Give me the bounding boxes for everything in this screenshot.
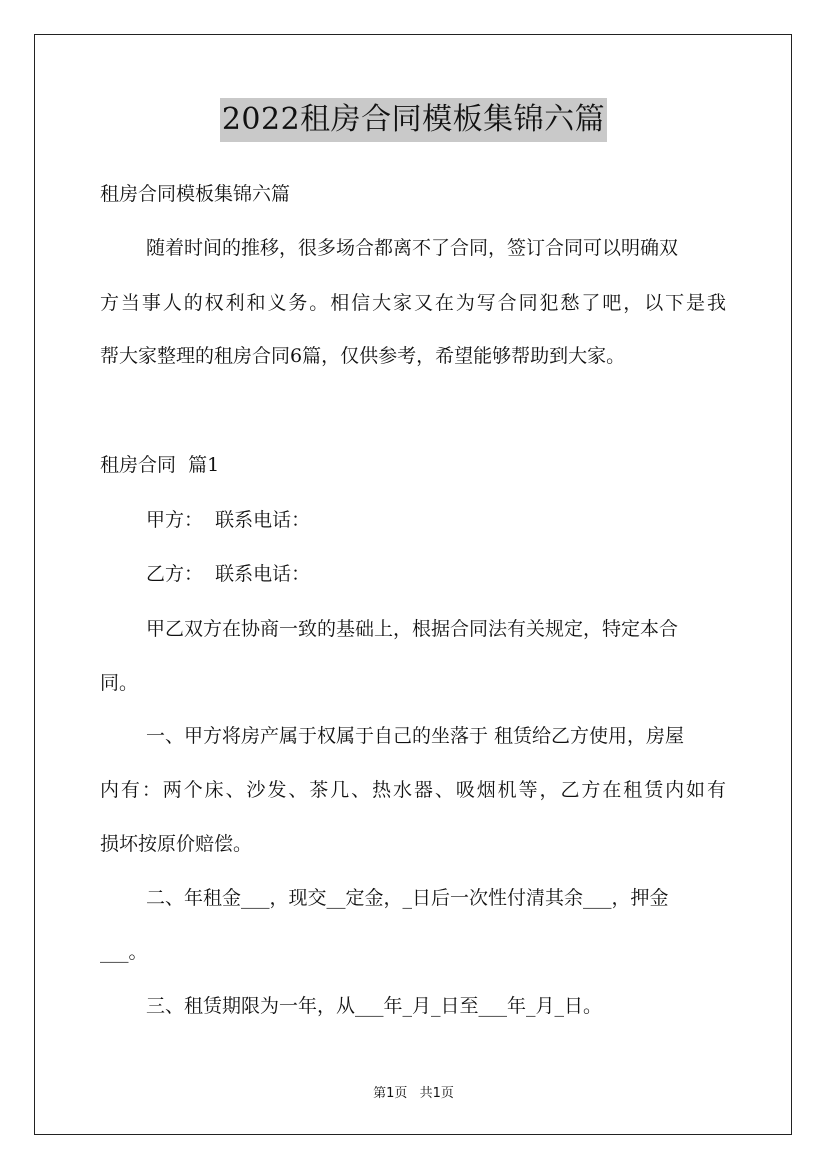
intro-line-3: 帮大家整理的租房合同6篇，仅供参考，希望能够帮助到大家。 [100,345,626,367]
intro-line-1: 随着时间的推移，很多场合都离不了合同，签订合同可以明确双 [146,237,679,259]
clause2-line-1: 二、年租金___，现交__定金，_日后一次性付清其余___，押金 [146,887,669,909]
document-subtitle: 租房合同模板集锦六篇 [100,183,291,205]
party-a-line: 甲方： 联系电话： [146,509,311,531]
section-heading: 租房合同 篇1 [100,454,220,476]
clause2-line-2: ___。 [100,941,148,963]
clause-intro-line-2: 同。 [100,672,139,694]
clause1-line-1: 一、甲方将房产属于权属于自己的坐落于 租赁给乙方使用，房屋 [146,725,685,747]
clause1-line-2: 内有：两个床、沙发、茶几、热水器、吸烟机等，乙方在租赁内如有 [100,779,726,801]
page-total: 共1页 [419,1086,454,1101]
clause3-line: 三、租赁期限为一年，从___年_月_日至___年_月_日。 [146,995,603,1017]
document-title: 2022租房合同模板集锦六篇 [220,98,607,142]
clause1-line-3: 损坏按原价赔偿。 [100,833,253,855]
clause-intro-line-1: 甲乙双方在协商一致的基础上，根据合同法有关规定，特定本合 [146,618,679,640]
party-b-line: 乙方： 联系电话： [146,563,311,585]
page-footer [0,1082,827,1101]
page-number: 第1页 [373,1086,408,1101]
title-container [0,98,827,142]
intro-line-2: 方当事人的权利和义务。相信大家又在为写合同犯愁了吧，以下是我 [100,292,726,314]
